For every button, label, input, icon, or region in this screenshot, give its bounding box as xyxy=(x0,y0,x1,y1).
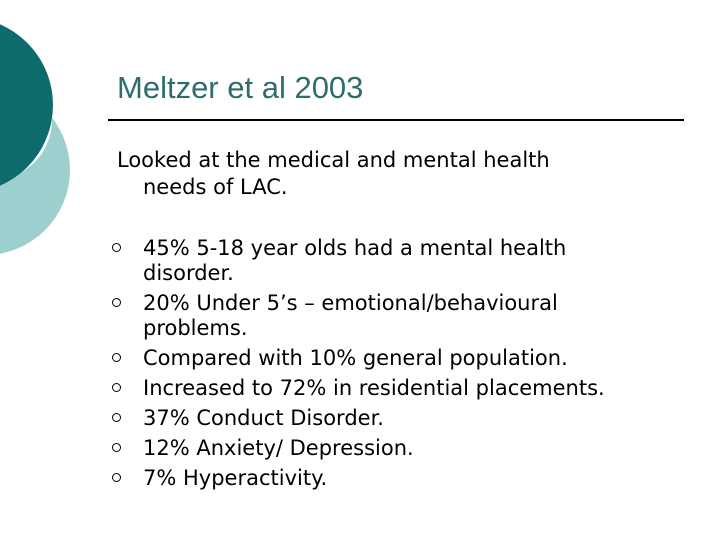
bullet-item xyxy=(112,236,702,286)
bullet-text: Increased to 72% in residential placements. xyxy=(143,376,605,400)
bullet-text: Compared with 10% general population. xyxy=(143,346,568,370)
decorative-circles xyxy=(0,0,110,300)
bullet-item xyxy=(112,466,702,491)
bullet-item xyxy=(112,291,702,341)
intro-line-1: Looked at the medical and mental health xyxy=(117,148,550,172)
bullet-list xyxy=(112,236,702,496)
hollow-circle-bullet-icon xyxy=(112,383,121,392)
hollow-circle-bullet-icon xyxy=(112,443,121,452)
bullet-text: 45% 5-18 year olds had a mental health xyxy=(143,236,567,260)
hollow-circle-bullet-icon xyxy=(112,473,121,482)
hollow-circle-bullet-icon xyxy=(112,413,121,422)
bullet-text: 20% Under 5’s – emotional/behavioural xyxy=(143,291,558,315)
bullet-item xyxy=(112,436,702,461)
hollow-circle-bullet-icon xyxy=(112,298,121,307)
intro-line-2: needs of LAC. xyxy=(143,175,288,199)
slide-title: Meltzer et al 2003 xyxy=(117,70,364,105)
bullet-text: 7% Hyperactivity. xyxy=(143,466,328,490)
bullet-text-continued: disorder. xyxy=(143,261,234,285)
bullet-item xyxy=(112,346,702,371)
intro-text xyxy=(117,147,677,201)
hollow-circle-bullet-icon xyxy=(112,353,121,362)
bullet-text: 37% Conduct Disorder. xyxy=(143,406,384,430)
decorative-circles-graphic xyxy=(0,0,110,300)
bullet-text-continued: problems. xyxy=(143,316,248,340)
hollow-circle-bullet-icon xyxy=(112,243,121,252)
bullet-item xyxy=(112,406,702,431)
bullet-item xyxy=(112,376,702,401)
bullet-text: 12% Anxiety/ Depression. xyxy=(143,436,414,460)
title-divider xyxy=(108,119,684,121)
